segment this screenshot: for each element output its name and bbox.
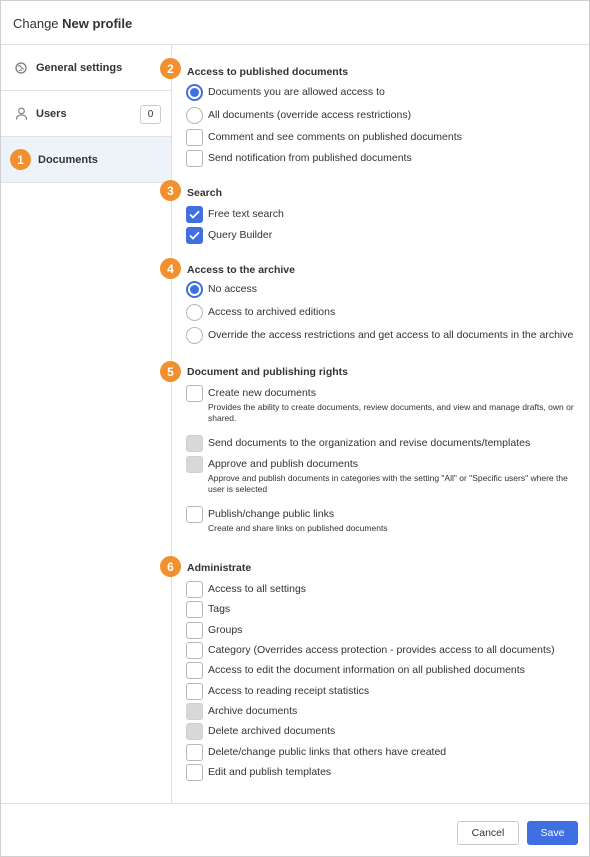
option-label: Access to all settings [208, 583, 307, 595]
option-groups[interactable] [186, 622, 242, 639]
check-icon [189, 210, 200, 219]
option-tags[interactable] [186, 601, 230, 618]
dialog-header [1, 1, 589, 45]
checkbox[interactable] [186, 206, 203, 223]
section-title: Access to published documents [187, 66, 349, 78]
checkbox[interactable] [186, 601, 203, 618]
step-badge: 1 [10, 149, 31, 170]
option-archive-documents [186, 703, 297, 720]
option-label: Comment and see comments on published documents [208, 131, 462, 143]
checkbox[interactable] [186, 683, 203, 700]
sidebar-item-documents[interactable] [1, 137, 171, 183]
option-edit-templates[interactable] [186, 764, 331, 781]
option-label: Send documents to the organization and revise documents/templates [208, 437, 531, 449]
option-label: Publish/change public links [208, 508, 335, 520]
option-override-archive[interactable] [186, 327, 573, 344]
option-label: Edit and publish templates [208, 766, 332, 778]
option-reading-receipt[interactable] [186, 683, 369, 700]
option-send-notification[interactable] [186, 150, 412, 167]
checkbox [186, 703, 203, 720]
sidebar-item-label: Users [36, 107, 67, 120]
checkbox [186, 456, 203, 473]
radio-button[interactable] [186, 304, 203, 321]
option-archived-editions[interactable] [186, 304, 335, 321]
globe-icon [14, 61, 28, 75]
checkbox[interactable] [186, 129, 203, 146]
option-label: Access to archived editions [208, 306, 336, 318]
sidebar-item-label: General settings [36, 61, 123, 74]
checkbox[interactable] [186, 662, 203, 679]
documents-settings [167, 45, 589, 803]
option-allowed-documents[interactable] [186, 84, 385, 101]
checkbox[interactable] [186, 622, 203, 639]
radio-button[interactable] [186, 84, 203, 101]
option-label: Delete archived documents [208, 725, 336, 737]
checkbox[interactable] [186, 506, 203, 523]
option-label: Delete/change public links that others have created [208, 746, 447, 758]
option-label: Query Builder [208, 229, 273, 241]
section-title: Search [187, 187, 223, 199]
option-description: Create and share links on published documents [208, 523, 388, 533]
option-query-builder[interactable] [186, 227, 272, 244]
option-label: Create new documents [208, 387, 316, 399]
option-delete-public-links[interactable] [186, 744, 446, 761]
option-send-documents [186, 435, 530, 452]
option-label: Category (Overrides access protection - provides access to all documents) [208, 644, 555, 656]
option-label: All documents (override access restrictions) [208, 109, 412, 121]
section-title: Administrate [187, 562, 252, 574]
option-no-access[interactable] [186, 281, 257, 298]
save-button[interactable]: Save [527, 821, 578, 845]
checkbox[interactable] [186, 227, 203, 244]
option-all-documents[interactable] [186, 107, 411, 124]
sidebar-item-label: Documents [38, 153, 98, 166]
check-icon [189, 231, 200, 240]
option-category[interactable] [186, 642, 555, 659]
option-label: Archive documents [208, 705, 298, 717]
section-title: Document and publishing rights [187, 366, 348, 378]
step-badge: 3 [160, 180, 181, 201]
checkbox[interactable] [186, 642, 203, 659]
checkbox[interactable] [186, 581, 203, 598]
option-description: Approve and publish documents in categories with the setting "All" or "Specific users" where the user is selected [208, 473, 568, 494]
dialog-footer [1, 803, 589, 856]
option-label: Override the access restrictions and get access to all documents in the archive [208, 329, 574, 341]
user-icon [14, 107, 28, 121]
option-label: Documents you are allowed access to [208, 86, 385, 98]
step-badge: 6 [160, 556, 181, 577]
step-badge: 2 [160, 58, 181, 79]
option-approve-publish [186, 456, 578, 495]
option-free-text-search[interactable] [186, 206, 284, 223]
option-comments[interactable] [186, 129, 462, 146]
option-label: No access [208, 283, 258, 295]
radio-button[interactable] [186, 107, 203, 124]
sidebar-item-users[interactable] [1, 91, 171, 137]
checkbox[interactable] [186, 744, 203, 761]
option-label: Send notification from published documents [208, 152, 412, 164]
option-public-links[interactable] [186, 506, 578, 534]
step-badge: 5 [160, 361, 181, 382]
option-label: Tags [208, 603, 231, 615]
profile-name: New profile [62, 16, 133, 31]
sidebar [1, 45, 172, 803]
option-create-documents[interactable] [186, 385, 578, 424]
checkbox [186, 435, 203, 452]
radio-button[interactable] [186, 327, 203, 344]
checkbox[interactable] [186, 385, 203, 402]
option-label: Approve and publish documents [208, 458, 359, 470]
option-all-settings[interactable] [186, 581, 306, 598]
option-label: Access to edit the document information on all published documents [208, 664, 525, 676]
sidebar-item-general-settings[interactable] [1, 45, 171, 91]
option-label: Access to reading receipt statistics [208, 685, 370, 697]
option-label: Groups [208, 624, 243, 636]
option-delete-archived [186, 723, 335, 740]
users-count-badge: 0 [140, 105, 161, 124]
option-edit-document-info[interactable] [186, 662, 525, 679]
cancel-button[interactable]: Cancel [457, 821, 519, 845]
checkbox[interactable] [186, 150, 203, 167]
step-badge: 4 [160, 258, 181, 279]
checkbox [186, 723, 203, 740]
option-label: Free text search [208, 208, 284, 220]
header-prefix: Change [13, 16, 59, 31]
section-title: Access to the archive [187, 264, 295, 276]
radio-button[interactable] [186, 281, 203, 298]
checkbox[interactable] [186, 764, 203, 781]
option-description: Provides the ability to create documents, review documents, and view and manage drafts, own or shared. [208, 402, 574, 423]
